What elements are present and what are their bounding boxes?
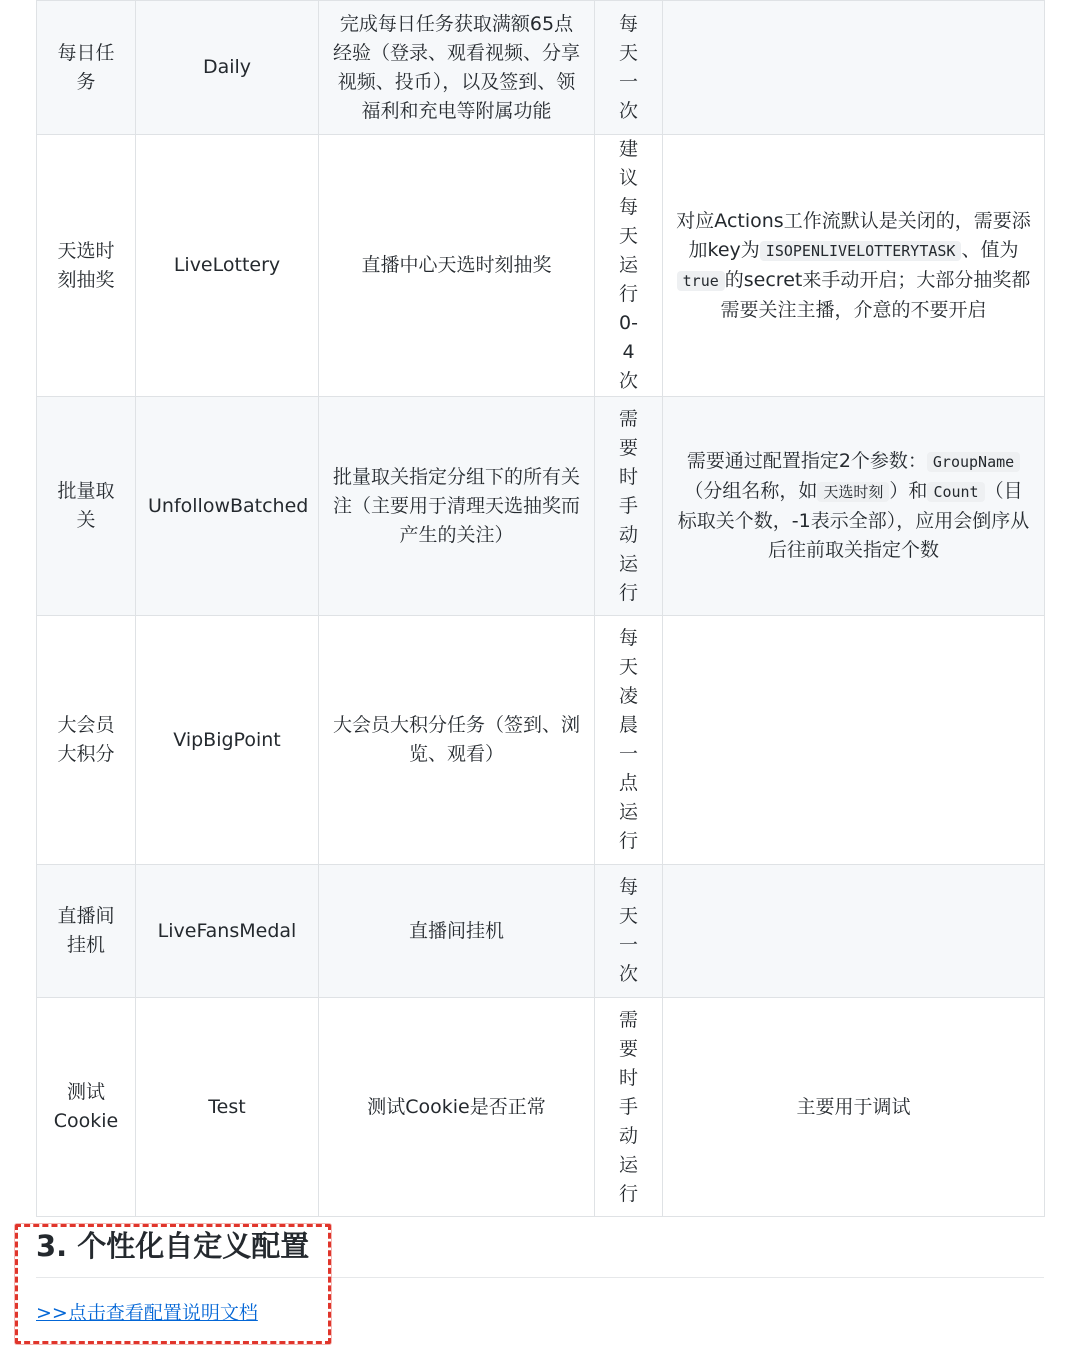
task-code-cell: LiveFansMedal: [136, 865, 319, 998]
table-row: [37, 397, 1045, 616]
task-code-cell: LiveLottery: [136, 135, 319, 397]
remark-text: 需要通过配置指定2个参数：: [686, 450, 927, 472]
task-remark-cell: [663, 616, 1045, 865]
task-name-cell: 批量取关: [37, 397, 136, 616]
table-row: [37, 865, 1045, 998]
task-frequency-text: 每天凌晨一点运行: [618, 627, 638, 852]
task-frequency-text: 需要时手动运行: [618, 1008, 638, 1205]
task-frequency-text: 每天一次: [618, 12, 638, 122]
table-row: [37, 998, 1045, 1217]
task-remark-cell: [663, 998, 1045, 1217]
table-row: [37, 1, 1045, 135]
remark-text: 主要用于调试: [796, 1095, 911, 1118]
task-description-cell: 直播中心天选时刻抽奖: [319, 135, 595, 397]
task-description-cell: 批量取关指定分组下的所有关注（主要用于清理天选抽奖而产生的关注）: [319, 397, 595, 616]
tasks-table: [36, 0, 1045, 1217]
task-name-cell: 直播间挂机: [37, 865, 136, 998]
remark-text: 的secret来手动开启；大部分抽奖都需要关注主播，介意的不要开启: [720, 268, 1031, 321]
task-description-cell: 完成每日任务获取满额65点经验（登录、观看视频、分享视频、投币），以及签到、领福利和充电等附属功能: [319, 1, 595, 135]
task-description-cell: 测试Cookie是否正常: [319, 998, 595, 1217]
task-frequency-cell: [595, 865, 663, 998]
task-remark-cell: [663, 135, 1045, 397]
remark-code: Count: [927, 482, 984, 502]
task-code-cell: Daily: [136, 1, 319, 135]
remark-text: （目标取关个数，-1表示全部），应用会倒序从后往前取关指定个数: [677, 480, 1030, 561]
remark-text: 、值为: [961, 238, 1019, 261]
remark-text: ）和: [889, 480, 928, 502]
remark-text: （分组名称，如: [684, 480, 818, 502]
task-frequency-cell: [595, 397, 663, 616]
task-remark-cell: [663, 397, 1045, 616]
task-name-cell: 每日任务: [37, 1, 136, 135]
task-frequency-text: 每天一次: [618, 876, 638, 985]
task-code-cell: VipBigPoint: [136, 616, 319, 865]
remark-code: true: [677, 271, 725, 291]
task-frequency-cell: [595, 1, 663, 135]
task-name-cell: 大会员大积分: [37, 616, 136, 865]
section-heading: 3. 个性化自定义配置: [36, 1229, 310, 1263]
heading-divider: [36, 1277, 1044, 1278]
task-remark-cell: [663, 865, 1045, 998]
task-frequency-cell: [595, 616, 663, 865]
task-frequency-text: 需要时手动运行: [618, 407, 638, 604]
config-docs-link[interactable]: >>点击查看配置说明文档: [36, 1302, 258, 1324]
task-code-cell: Test: [136, 998, 319, 1217]
task-code-cell: UnfollowBatched: [136, 397, 319, 616]
remark-code: ISOPENLIVELOTTERYTASK: [760, 241, 962, 261]
task-description-cell: 直播间挂机: [319, 865, 595, 998]
table-row: [37, 616, 1045, 865]
table-row: [37, 135, 1045, 397]
task-name-cell: 天选时刻抽奖: [37, 135, 136, 397]
task-frequency-text: 建议每天运行0-4次: [618, 138, 638, 392]
task-frequency-cell: [595, 135, 663, 397]
task-description-cell: 大会员大积分任务（签到、浏览、观看）: [319, 616, 595, 865]
remark-code: 天选时刻: [817, 482, 889, 502]
remark-text: 对应Actions工作流默认是关闭的，需要添加key为: [676, 209, 1031, 261]
task-frequency-cell: [595, 998, 663, 1217]
task-remark-cell: [663, 1, 1045, 135]
task-name-cell: 测试Cookie: [37, 998, 136, 1217]
remark-code: GroupName: [927, 452, 1020, 472]
